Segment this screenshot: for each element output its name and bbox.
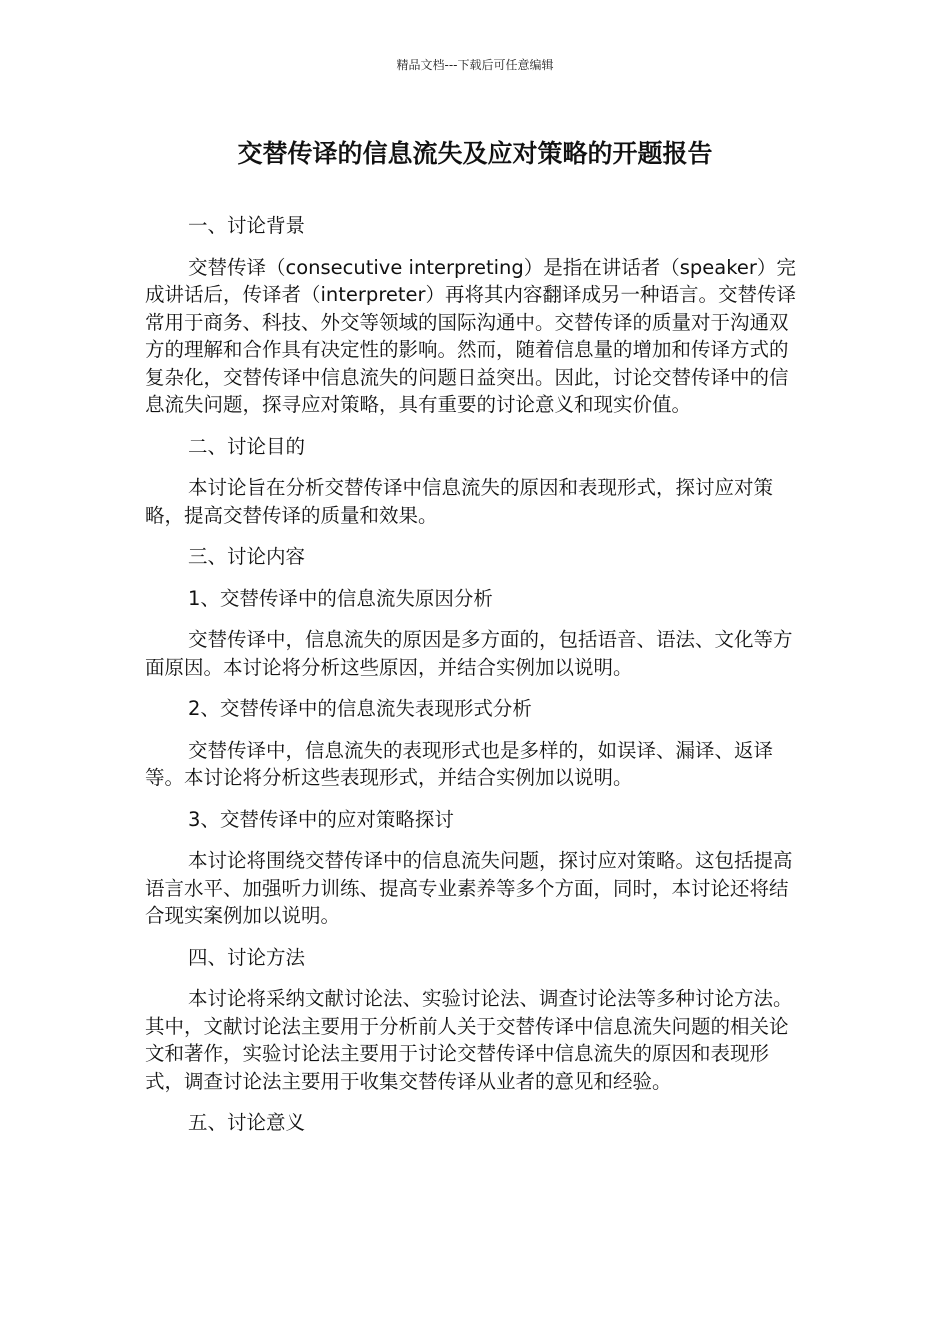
paragraph-forms: 交替传译中，信息流失的表现形式也是多样的，如误译、漏译、返译等。本讨论将分析这些表现形式，并结合实例加以说明。 <box>145 738 774 789</box>
subsection-heading-strategies: 3、交替传译中的应对策略探讨 <box>188 807 454 831</box>
section-heading-methods: 四、讨论方法 <box>188 945 306 969</box>
page-header: 精品文档---下载后可任意编辑 <box>396 58 554 72</box>
paragraph-strategies: 本讨论将围绕交替传译中的信息流失问题，探讨应对策略。这包括提高语言水平、加强听力训练、提高专业素养等多个方面，同时，本讨论还将结合现实案例加以说明。 <box>145 849 793 927</box>
section-heading-significance: 五、讨论意义 <box>188 1111 306 1134</box>
section-heading-purpose: 二、讨论目的 <box>188 434 306 458</box>
document-body <box>145 212 805 1151</box>
section-heading-content: 三、讨论内容 <box>188 545 306 568</box>
subsection-heading-forms: 2、交替传译中的信息流失表现形式分析 <box>188 697 532 720</box>
paragraph-background: 交替传译（consecutive interpreting）是指在讲话者（speaker）完成讲话后，传译者（interpreter）再将其内容翻译成另一种语言。交替传译常用于商务、科技、外交等领域的国际沟通中。交替传译的质量对于沟通双方的理解和合作具有决定性的影响。然而，随着信息量的增加和传译方式的复杂化，交替传译中信息流失的问题日益突出。因此，讨论交替传译中的信息流失问题，探寻应对策略，具有重要的讨论意义和现实价值。 <box>145 255 797 416</box>
paragraph-causes: 交替传译中，信息流失的原因是多方面的，包括语音、语法、文化等方面原因。本讨论将分析这些原因，并结合实例加以说明。 <box>145 628 793 679</box>
paragraph-methods: 本讨论将采纳文献讨论法、实验讨论法、调查讨论法等多种讨论方法。其中，文献讨论法主要用于分析前人关于交替传译中信息流失问题的相关论文和著作，实验讨论法主要用于讨论交替传译中信息流失的原因和表现形式，调查讨论法主要用于收集交替传译从业者的意见和经验。 <box>145 987 793 1093</box>
document-title: 交替传译的信息流失及应对策略的开题报告 <box>237 139 713 168</box>
subsection-heading-causes: 1、交替传译中的信息流失原因分析 <box>188 586 493 610</box>
section-heading-background: 一、讨论背景 <box>188 214 306 237</box>
paragraph-purpose: 本讨论旨在分析交替传译中信息流失的原因和表现形式，探讨应对策略，提高交替传译的质量和效果。 <box>145 476 774 527</box>
